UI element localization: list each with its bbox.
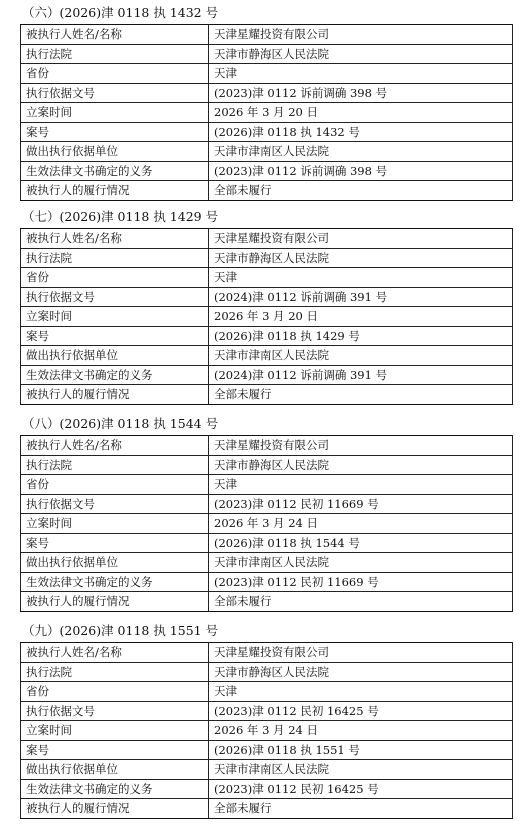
- row-value: 全部未履行: [209, 385, 513, 405]
- table-row: [21, 385, 513, 405]
- table-row: [21, 682, 513, 702]
- section-heading: （七）(2026)津 0118 执 1429 号: [22, 209, 219, 224]
- row-value: 2026 年 3 月 24 日: [209, 721, 513, 741]
- row-label: 案号: [21, 740, 209, 760]
- table-row: [21, 533, 513, 553]
- row-label: 生效法律文书确定的义务: [21, 365, 209, 385]
- row-label: 省份: [21, 475, 209, 495]
- row-value: (2026)津 0118 执 1432 号: [209, 122, 513, 142]
- row-value: 天津市静海区人民法院: [209, 44, 513, 64]
- table-row: [21, 799, 513, 819]
- table-row: [21, 44, 513, 64]
- row-value: 天津星耀投资有限公司: [209, 643, 513, 663]
- row-label: 生效法律文书确定的义务: [21, 572, 209, 592]
- table-row: [21, 181, 513, 201]
- row-value: 天津: [209, 268, 513, 288]
- row-label: 执行法院: [21, 455, 209, 475]
- row-value: (2023)津 0112 民初 11669 号: [209, 572, 513, 592]
- row-value: 天津市静海区人民法院: [209, 662, 513, 682]
- row-label: 执行法院: [21, 662, 209, 682]
- row-value: 天津: [209, 64, 513, 84]
- row-value: 天津市静海区人民法院: [209, 248, 513, 268]
- row-label: 立案时间: [21, 307, 209, 327]
- row-value: (2023)津 0112 民初 11669 号: [209, 494, 513, 514]
- row-label: 被执行人姓名/名称: [21, 229, 209, 249]
- row-label: 案号: [21, 122, 209, 142]
- table-row: [21, 346, 513, 366]
- row-label: 被执行人的履行情况: [21, 181, 209, 201]
- table-row: [21, 103, 513, 123]
- section-heading: （八）(2026)津 0118 执 1544 号: [22, 416, 219, 431]
- row-value: (2026)津 0118 执 1544 号: [209, 533, 513, 553]
- section-heading: （九）(2026)津 0118 执 1551 号: [22, 623, 219, 638]
- case-section-9: [0, 620, 522, 819]
- table-row: [21, 701, 513, 721]
- section-heading: （六）(2026)津 0118 执 1432 号: [22, 5, 219, 20]
- row-value: (2024)津 0112 诉前调确 391 号: [209, 287, 513, 307]
- case-table: [20, 642, 513, 819]
- row-value: (2023)津 0112 诉前调确 398 号: [209, 161, 513, 181]
- table-row: [21, 122, 513, 142]
- row-value: (2023)津 0112 诉前调确 398 号: [209, 83, 513, 103]
- row-label: 做出执行依据单位: [21, 553, 209, 573]
- table-row: [21, 494, 513, 514]
- row-label: 案号: [21, 326, 209, 346]
- row-value: 全部未履行: [209, 799, 513, 819]
- row-label: 生效法律文书确定的义务: [21, 779, 209, 799]
- table-row: [21, 326, 513, 346]
- row-label: 做出执行依据单位: [21, 760, 209, 780]
- row-label: 执行依据文号: [21, 83, 209, 103]
- row-value: (2023)津 0112 民初 16425 号: [209, 701, 513, 721]
- case-table: [20, 435, 513, 612]
- row-label: 执行依据文号: [21, 287, 209, 307]
- table-row: [21, 572, 513, 592]
- table-row: [21, 268, 513, 288]
- row-label: 立案时间: [21, 103, 209, 123]
- row-label: 被执行人的履行情况: [21, 385, 209, 405]
- row-value: 天津星耀投资有限公司: [209, 436, 513, 456]
- table-row: [21, 455, 513, 475]
- row-value: 天津: [209, 682, 513, 702]
- row-label: 立案时间: [21, 721, 209, 741]
- table-row: [21, 365, 513, 385]
- row-label: 做出执行依据单位: [21, 142, 209, 162]
- table-row: [21, 64, 513, 84]
- table-row: [21, 83, 513, 103]
- row-label: 被执行人姓名/名称: [21, 643, 209, 663]
- table-row: [21, 553, 513, 573]
- case-section-8: [0, 413, 522, 612]
- row-label: 省份: [21, 64, 209, 84]
- row-value: 天津市津南区人民法院: [209, 553, 513, 573]
- table-row: [21, 142, 513, 162]
- row-value: (2026)津 0118 执 1551 号: [209, 740, 513, 760]
- row-value: 天津市津南区人民法院: [209, 142, 513, 162]
- row-label: 执行依据文号: [21, 494, 209, 514]
- table-row: [21, 307, 513, 327]
- row-label: 被执行人姓名/名称: [21, 25, 209, 45]
- table-row: [21, 592, 513, 612]
- row-value: 天津星耀投资有限公司: [209, 25, 513, 45]
- case-table: [20, 228, 513, 405]
- row-value: 全部未履行: [209, 181, 513, 201]
- table-row: [21, 161, 513, 181]
- row-value: 天津星耀投资有限公司: [209, 229, 513, 249]
- row-label: 执行法院: [21, 44, 209, 64]
- table-row: [21, 760, 513, 780]
- row-label: 省份: [21, 682, 209, 702]
- row-label: 被执行人姓名/名称: [21, 436, 209, 456]
- row-value: (2024)津 0112 诉前调确 391 号: [209, 365, 513, 385]
- table-row: [21, 287, 513, 307]
- table-row: [21, 248, 513, 268]
- table-row: [21, 475, 513, 495]
- table-row: [21, 662, 513, 682]
- table-row: [21, 436, 513, 456]
- table-row: [21, 25, 513, 45]
- table-row: [21, 514, 513, 534]
- table-row: [21, 740, 513, 760]
- row-value: 2026 年 3 月 20 日: [209, 103, 513, 123]
- row-label: 被执行人的履行情况: [21, 592, 209, 612]
- row-label: 执行依据文号: [21, 701, 209, 721]
- row-label: 省份: [21, 268, 209, 288]
- table-row: [21, 721, 513, 741]
- row-value: 天津市津南区人民法院: [209, 346, 513, 366]
- case-table: [20, 24, 513, 201]
- row-value: 2026 年 3 月 20 日: [209, 307, 513, 327]
- case-section-7: [0, 206, 522, 405]
- row-value: 2026 年 3 月 24 日: [209, 514, 513, 534]
- row-value: 全部未履行: [209, 592, 513, 612]
- case-section-6: [0, 2, 522, 201]
- row-label: 案号: [21, 533, 209, 553]
- table-row: [21, 779, 513, 799]
- row-value: (2026)津 0118 执 1429 号: [209, 326, 513, 346]
- row-value: 天津市静海区人民法院: [209, 455, 513, 475]
- table-row: [21, 643, 513, 663]
- row-label: 执行法院: [21, 248, 209, 268]
- row-value: 天津市津南区人民法院: [209, 760, 513, 780]
- row-value: (2023)津 0112 民初 16425 号: [209, 779, 513, 799]
- table-row: [21, 229, 513, 249]
- row-value: 天津: [209, 475, 513, 495]
- row-label: 生效法律文书确定的义务: [21, 161, 209, 181]
- row-label: 做出执行依据单位: [21, 346, 209, 366]
- row-label: 被执行人的履行情况: [21, 799, 209, 819]
- row-label: 立案时间: [21, 514, 209, 534]
